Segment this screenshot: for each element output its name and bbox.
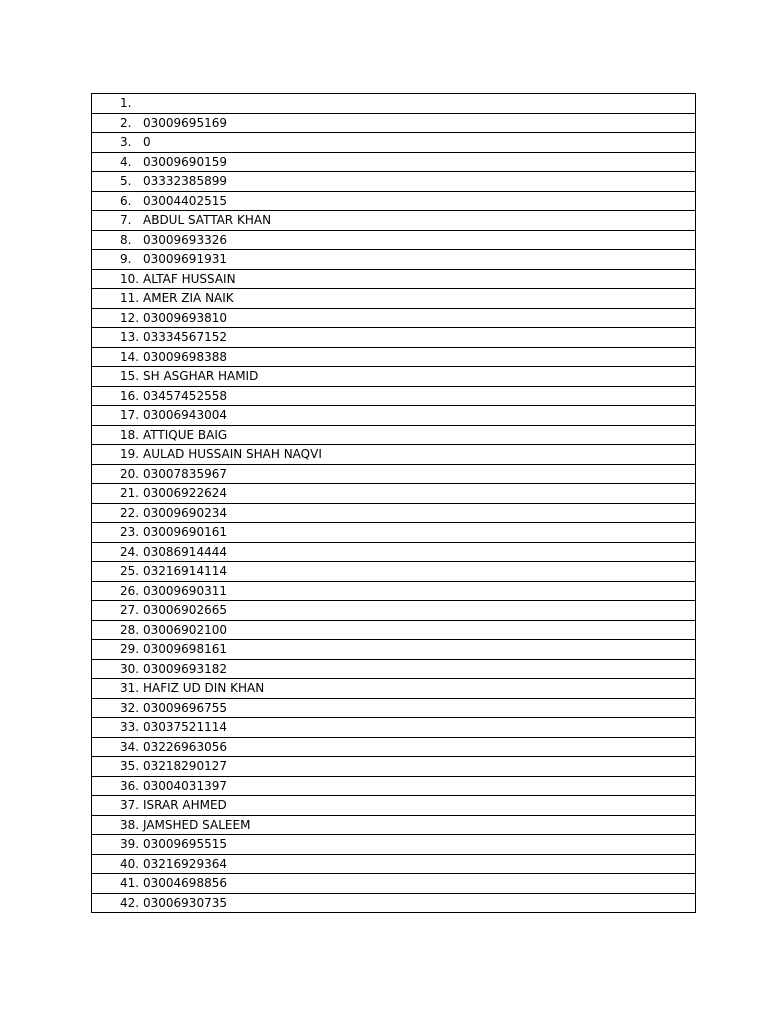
item-text: 03226963056 [143, 739, 227, 754]
list-item [92, 874, 696, 894]
item-text: 03009695515 [143, 837, 227, 851]
item-number: 5. [120, 174, 132, 188]
table-row [92, 308, 696, 328]
list-item [92, 328, 696, 348]
item-number: 21. [120, 486, 140, 500]
table-row [92, 191, 696, 211]
table-row [92, 250, 696, 270]
item-text: 03009695169 [143, 115, 227, 130]
list-item [92, 562, 696, 582]
table-row [92, 172, 696, 192]
table-row [92, 776, 696, 796]
table-row [92, 484, 696, 504]
item-number: 39. [120, 837, 140, 851]
item-text: 03216914114 [143, 564, 227, 578]
list-item [92, 269, 696, 289]
item-text: 03009693810 [143, 310, 227, 325]
item-text: 03218290127 [143, 759, 227, 773]
item-text: 03009698161 [143, 642, 227, 656]
list-item [92, 94, 696, 114]
table-row [92, 659, 696, 679]
item-number: 33. [120, 720, 140, 734]
item-number: 14. [120, 349, 140, 364]
item-number: 11. [120, 291, 140, 305]
item-number: 40. [120, 856, 140, 871]
table-row [92, 386, 696, 406]
table-row [92, 133, 696, 153]
item-number: 22. [120, 505, 140, 520]
table-row [92, 601, 696, 621]
item-number: 28. [120, 622, 140, 637]
item-number: 10. [120, 271, 140, 286]
item-number: 13. [120, 330, 140, 344]
item-number: 20. [120, 466, 140, 481]
item-number: 2. [120, 115, 132, 130]
list-item [92, 425, 696, 445]
item-number: 42. [120, 895, 140, 910]
list-item [92, 776, 696, 796]
list-item [92, 367, 696, 387]
item-number: 25. [120, 564, 140, 578]
table-row [92, 289, 696, 309]
item-number: 30. [120, 661, 140, 676]
item-number: 12. [120, 310, 140, 325]
item-number: 15. [120, 369, 140, 383]
list-item [92, 893, 696, 913]
item-text: 03006902100 [143, 622, 227, 637]
item-text: AMER ZIA NAIK [143, 291, 234, 305]
list-item [92, 308, 696, 328]
item-text: 03004031397 [143, 778, 227, 793]
item-text: 03009693326 [143, 232, 227, 247]
table-row [92, 737, 696, 757]
item-text: SH ASGHAR HAMID [143, 369, 259, 383]
table-row [92, 367, 696, 387]
list-item [92, 601, 696, 621]
item-number: 26. [120, 583, 140, 598]
item-text: 03334567152 [143, 330, 227, 344]
item-text: 03004402515 [143, 193, 227, 208]
list-item [92, 230, 696, 250]
list-item [92, 796, 696, 816]
item-text: 03009690234 [143, 505, 227, 520]
list-item [92, 835, 696, 855]
table-row [92, 874, 696, 894]
item-text: 03009691931 [143, 252, 227, 266]
table-row [92, 523, 696, 543]
item-number: 38. [120, 817, 140, 832]
item-text: 03009690311 [143, 583, 227, 598]
item-text: 03006930735 [143, 895, 227, 910]
item-text: 03009696755 [143, 700, 227, 715]
item-text: 03332385899 [143, 174, 227, 188]
list-item [92, 191, 696, 211]
list-item [92, 659, 696, 679]
item-text: ATTIQUE BAIG [143, 427, 228, 442]
table-row [92, 893, 696, 913]
item-text: AULAD HUSSAIN SHAH NAQVI [143, 447, 322, 461]
table-row [92, 815, 696, 835]
item-text: 03009690161 [143, 525, 227, 539]
list-item [92, 503, 696, 523]
list-item [92, 386, 696, 406]
table-row [92, 445, 696, 465]
table-row [92, 503, 696, 523]
item-text: ABDUL SATTAR KHAN [143, 213, 272, 227]
item-number: 32. [120, 700, 140, 715]
list-item [92, 113, 696, 133]
contact-list-table [91, 93, 696, 913]
list-item [92, 698, 696, 718]
item-text: 03006922624 [143, 486, 227, 500]
table-row [92, 230, 696, 250]
item-number: 31. [120, 681, 140, 695]
item-number: 29. [120, 642, 140, 656]
item-text: 03457452558 [143, 388, 227, 403]
item-text: 03086914444 [143, 544, 227, 559]
table-row [92, 718, 696, 738]
list-item [92, 484, 696, 504]
table-row [92, 679, 696, 699]
item-number: 8. [120, 232, 132, 247]
item-number: 18. [120, 427, 140, 442]
item-text: 03007835967 [143, 466, 227, 481]
table-row [92, 269, 696, 289]
table-row [92, 328, 696, 348]
item-text: ALTAF HUSSAIN [143, 271, 236, 286]
table-row [92, 347, 696, 367]
table-row [92, 464, 696, 484]
list-item [92, 757, 696, 777]
table-row [92, 211, 696, 231]
list-item [92, 211, 696, 231]
item-number: 23. [120, 525, 140, 539]
list-item [92, 133, 696, 153]
list-item [92, 737, 696, 757]
list-item [92, 854, 696, 874]
item-number: 3. [120, 135, 132, 149]
item-text: 03006902665 [143, 603, 227, 617]
table-row [92, 581, 696, 601]
table-row [92, 854, 696, 874]
list-item [92, 250, 696, 270]
item-text: 0 [143, 135, 151, 149]
list-item [92, 347, 696, 367]
table-row [92, 562, 696, 582]
table-row [92, 620, 696, 640]
table-row [92, 152, 696, 172]
table-row [92, 406, 696, 426]
table-row [92, 835, 696, 855]
item-number: 36. [120, 778, 140, 793]
item-number: 24. [120, 544, 140, 559]
table-row [92, 113, 696, 133]
item-text: 03009693182 [143, 661, 227, 676]
list-item [92, 542, 696, 562]
list-item [92, 523, 696, 543]
item-number: 9. [120, 252, 132, 266]
list-item [92, 172, 696, 192]
item-number: 6. [120, 193, 132, 208]
list-item [92, 464, 696, 484]
item-number: 27. [120, 603, 140, 617]
item-text: 03004698856 [143, 876, 227, 890]
list-item [92, 152, 696, 172]
list-item [92, 289, 696, 309]
item-number: 35. [120, 759, 140, 773]
list-item [92, 620, 696, 640]
list-item [92, 640, 696, 660]
item-text: JAMSHED SALEEM [143, 817, 251, 832]
item-text: ISRAR AHMED [143, 798, 227, 812]
item-number: 4. [120, 154, 132, 169]
item-text: 03006943004 [143, 408, 227, 422]
item-number: 1. [120, 96, 132, 110]
item-text: 03009690159 [143, 154, 227, 169]
list-item [92, 406, 696, 426]
item-number: 41. [120, 876, 140, 890]
list-item [92, 445, 696, 465]
table-row [92, 94, 696, 114]
item-text: 03216929364 [143, 856, 227, 871]
item-text: HAFIZ UD DIN KHAN [143, 681, 265, 695]
list-item [92, 718, 696, 738]
item-number: 17. [120, 408, 140, 422]
table-row [92, 796, 696, 816]
item-text: 03009698388 [143, 349, 227, 364]
table-row [92, 542, 696, 562]
list-item [92, 679, 696, 699]
item-number: 37. [120, 798, 140, 812]
table-row [92, 698, 696, 718]
list-item [92, 815, 696, 835]
list-item [92, 581, 696, 601]
table-row [92, 425, 696, 445]
item-text: 03037521114 [143, 720, 227, 734]
item-number: 34. [120, 739, 140, 754]
table-row [92, 757, 696, 777]
item-number: 7. [120, 213, 132, 227]
item-number: 19. [120, 447, 140, 461]
table-row [92, 640, 696, 660]
contact-list-body [92, 94, 696, 913]
item-number: 16. [120, 388, 140, 403]
